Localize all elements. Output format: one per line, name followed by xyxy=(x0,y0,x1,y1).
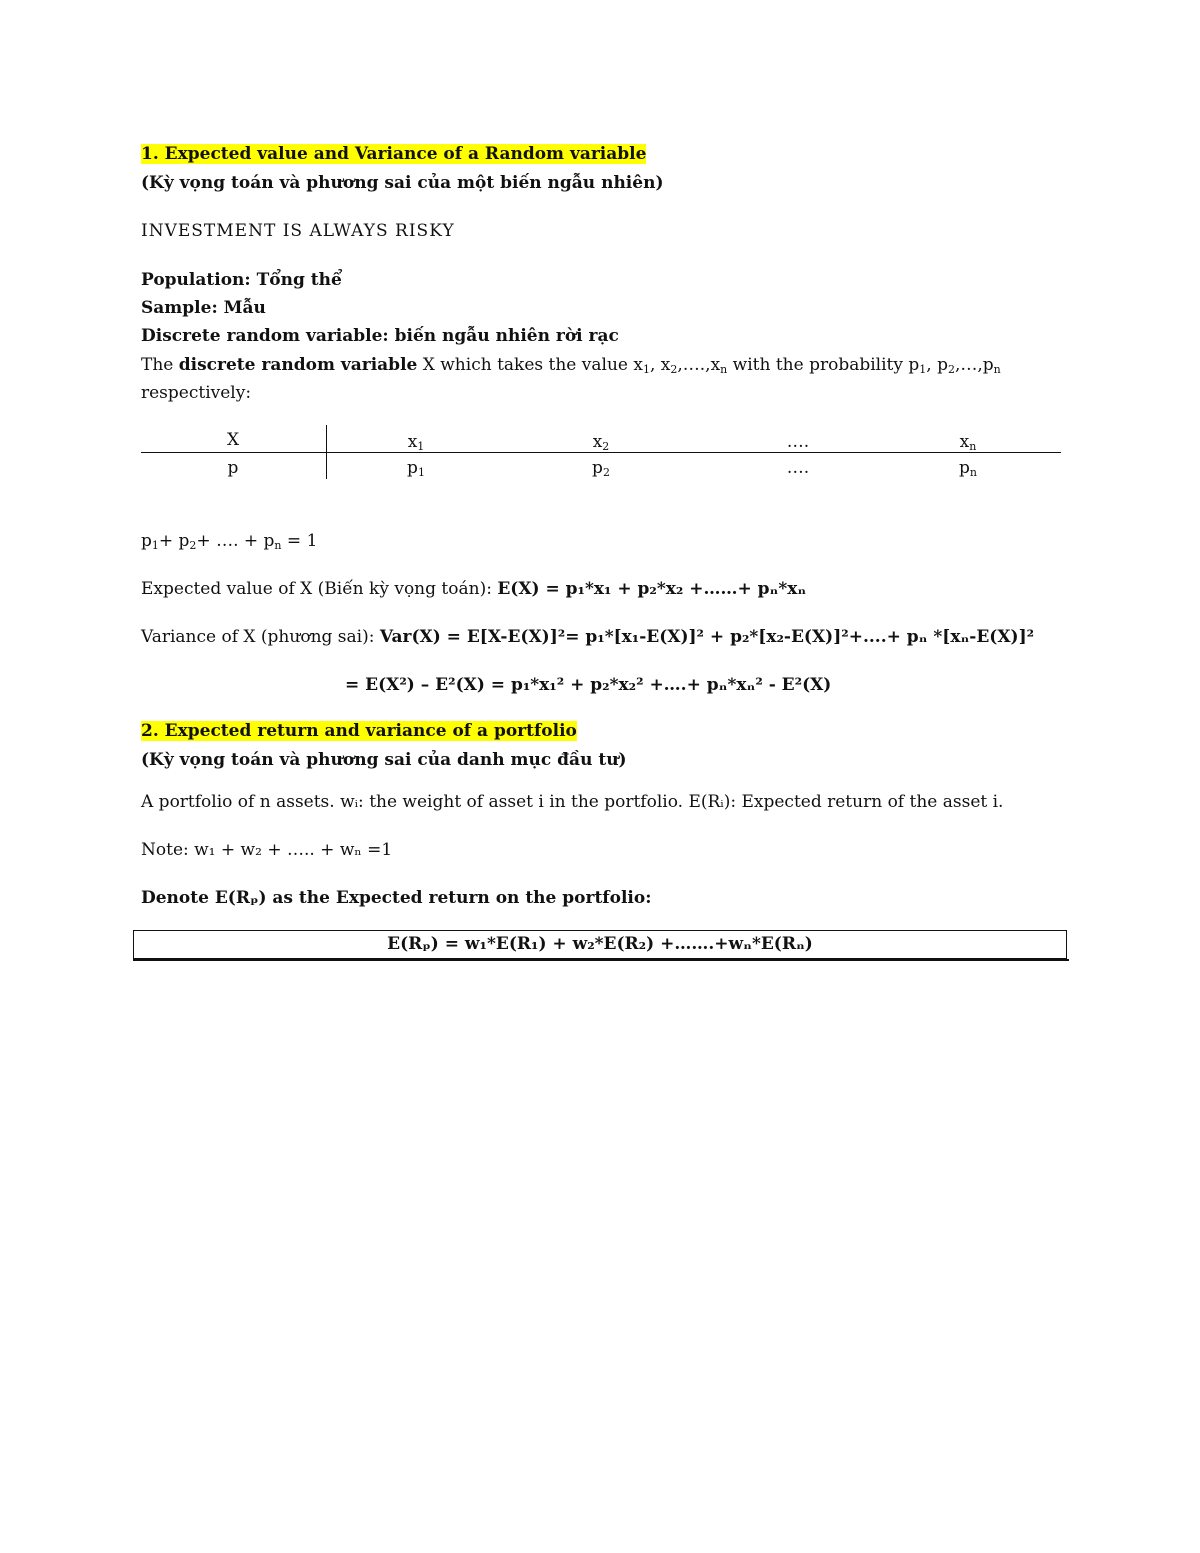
table-cell: …. xyxy=(786,458,810,478)
variance-formula: Var(X) = E[X-E(X)]²= p₁*[x₁-E(X)]² + p₂*[x₂-E(X)]²+....+ pₙ *[xₙ-E(X)]² xyxy=(379,627,1035,647)
discrete-definition: Discrete random variable: biến ngẫu nhiên rời rạc xyxy=(141,326,619,346)
section2-title-highlight: 2. Expected return and variance of a portfolio xyxy=(141,721,577,741)
portfolio-text: A portfolio of n assets. wᵢ: the weight of asset i in the portfolio. E(Rᵢ): Expected return of the asset i. xyxy=(141,792,1004,812)
table-cell: X xyxy=(226,430,240,450)
table-cell: …. xyxy=(786,432,810,452)
section1-title-highlight: 1. Expected value and Variance of a Random variable xyxy=(141,144,647,164)
population-line: Population: Tổng thể xyxy=(141,270,342,290)
intro-text: ,…,p xyxy=(954,355,994,375)
intro-text: The xyxy=(141,355,179,375)
subscript: n xyxy=(993,363,1001,376)
intro-text: , x xyxy=(649,355,671,375)
table-cell: $p_1$ xyxy=(407,458,425,479)
intro-text: , p xyxy=(926,355,948,375)
intro-bold: discrete random variable xyxy=(178,355,418,375)
denote-line: Denote E(Rₚ) as the Expected return on the portfolio: xyxy=(141,888,652,908)
expected-value-line xyxy=(141,578,806,600)
subscript: 1 xyxy=(919,363,927,376)
expected-formula: E(X) = p₁*x₁ + p₂*x₂ +……+ pₙ*xₙ xyxy=(497,579,807,599)
intro-paragraph xyxy=(141,354,1001,376)
table-cell: p xyxy=(227,458,239,478)
table-cell: $p_2$ xyxy=(592,458,610,479)
weights-note: Note: w₁ + w₂ + ….. + wₙ =1 xyxy=(141,840,393,860)
expected-label: Expected value of X (Biến kỳ vọng toán): xyxy=(141,579,498,599)
sample-line: Sample: Mẫu xyxy=(141,298,266,318)
probability-sum: $p_1+ p_2+$ …. + $p_n = 1$ xyxy=(141,531,318,552)
box-bottom-border xyxy=(133,959,1069,961)
table-vertical-rule xyxy=(326,425,327,479)
subscript: 1 xyxy=(642,363,650,376)
slogan: INVESTMENT IS ALWAYS RISKY xyxy=(141,221,455,241)
portfolio-formula-box xyxy=(133,930,1067,959)
intro-text: X which takes the value x xyxy=(417,355,643,375)
section1-title xyxy=(141,143,646,165)
distribution-table xyxy=(141,425,1061,481)
section2-subtitle: (Kỳ vọng toán và phương sai của danh mục đầu tư) xyxy=(141,750,627,770)
section2-title xyxy=(141,720,577,742)
table-cell: $x_n$ xyxy=(959,432,977,453)
subscript: n xyxy=(720,363,728,376)
table-cell: $x_2$ xyxy=(592,432,610,453)
section1-subtitle: (Kỳ vọng toán và phương sai của một biến ngẫu nhiên) xyxy=(141,173,664,193)
intro-text: ,….,x xyxy=(677,355,721,375)
subscript: 2 xyxy=(670,363,678,376)
intro-line2: respectively: xyxy=(141,383,252,403)
variance-label: Variance of X (phương sai): xyxy=(141,627,380,647)
portfolio-formula: E(Rₚ) = w₁*E(R₁) + w₂*E(R₂) +…….+wₙ*E(Rₙ) xyxy=(387,934,813,954)
table-cell: $p_n$ xyxy=(959,458,977,479)
intro-text: with the probability p xyxy=(727,355,920,375)
variance-line xyxy=(141,626,1034,648)
variance-formula-2: = E(X²) – E²(X) = p₁*x₁² + p₂*x₂² +….+ pₙ*xₙ² - E²(X) xyxy=(345,675,832,695)
subscript: 2 xyxy=(947,363,955,376)
table-cell: $x_1$ xyxy=(407,432,425,453)
